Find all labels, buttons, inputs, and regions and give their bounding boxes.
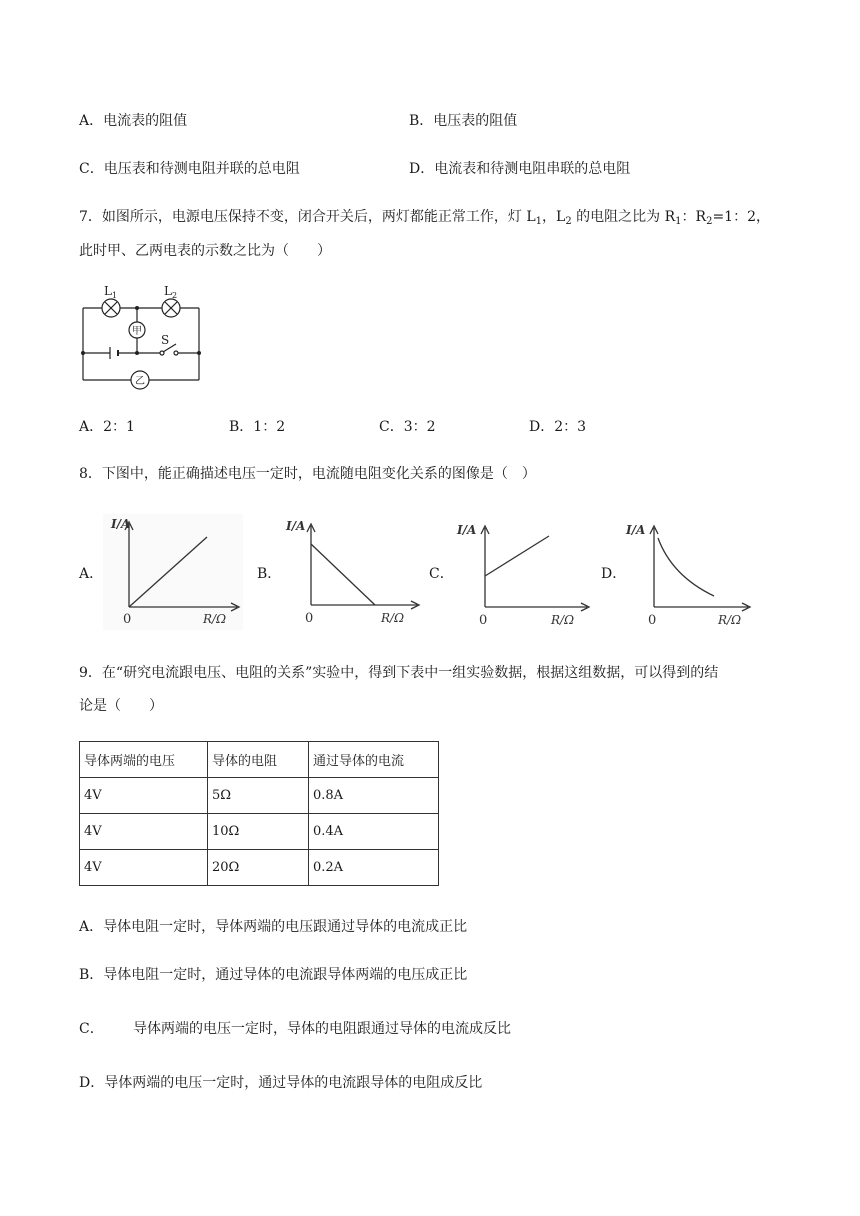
graph-a-origin: 0 xyxy=(123,612,132,627)
graph-c-origin: 0 xyxy=(479,613,488,628)
q8-option-c-label: C． xyxy=(429,566,454,582)
switch-label: S xyxy=(161,333,170,347)
graph-a-ylabel: I/A xyxy=(111,517,131,531)
q7-stem-line2: 此时甲、乙两电表的示数之比为（ ） xyxy=(79,243,331,259)
lamp-l1-label: $L_1$ xyxy=(104,284,118,300)
table-cell: 4V xyxy=(80,778,208,814)
table-header-cell: 导体的电阻 xyxy=(208,742,309,778)
q8-graph-a xyxy=(103,514,243,630)
table-cell: 0.4A xyxy=(309,814,439,850)
table-row xyxy=(80,778,439,814)
table-header-cell: 导体两端的电压 xyxy=(80,742,208,778)
q8-graph-d xyxy=(622,516,762,632)
graph-c-ylabel: I/A xyxy=(457,523,477,537)
q6-option-b: B．电压表的阻值 xyxy=(409,113,518,129)
q8-option-d-label: D． xyxy=(601,566,627,582)
table-cell: 0.8A xyxy=(309,778,439,814)
lamp-l1-icon xyxy=(102,299,120,317)
q9-option-c-text: 导体两端的电压一定时，导体的电阻跟通过导体的电流成反比 xyxy=(133,1021,511,1037)
junction-dot xyxy=(81,351,85,355)
table-cell: 4V xyxy=(80,814,208,850)
lamp-l2-label: $L_2$ xyxy=(164,284,178,300)
graph-d-xlabel: R/Ω xyxy=(718,613,742,627)
q9-option-b: B．导体电阻一定时，通过导体的电流跟导体两端的电压成正比 xyxy=(79,967,468,983)
q8-option-a-label: A． xyxy=(79,566,104,582)
junction-dot xyxy=(197,351,201,355)
q7-stem-line1: 7．如图所示，电源电压保持不变，闭合开关后，两灯都能正常工作，灯 $L_1$，$L_2$ 的电阻之比为 $R_1$：$R_2=1$：2， xyxy=(79,209,770,227)
table-header-row xyxy=(80,742,439,778)
junction-dot xyxy=(135,351,139,355)
q8-graph-c xyxy=(453,516,593,632)
table-cell: 5Ω xyxy=(208,778,309,814)
q7-option-d: D．2：3 xyxy=(529,419,587,435)
q6-option-c: C．电压表和待测电阻并联的总电阻 xyxy=(79,161,300,177)
graph-d-ylabel: I/A xyxy=(626,523,646,537)
table-cell: 10Ω xyxy=(208,814,309,850)
graph-d-origin: 0 xyxy=(648,613,657,628)
q7-option-a: A．2：1 xyxy=(79,419,135,435)
graph-b-xlabel: R/Ω xyxy=(381,611,405,625)
table-header-cell: 通过导体的电流 xyxy=(309,742,439,778)
q8-graph-b xyxy=(281,514,421,630)
q9-stem-line2: 论是（ ） xyxy=(79,698,163,714)
graph-d-curve xyxy=(658,538,714,596)
q7-option-b: B．1：2 xyxy=(229,419,286,435)
table-cell: 20Ω xyxy=(208,850,309,886)
q6-option-d: D．电流表和待测电阻串联的总电阻 xyxy=(409,161,631,177)
q9-option-c-letter: C． xyxy=(79,1021,104,1037)
meter-jia-label: 甲 xyxy=(132,326,142,337)
table-cell: 0.2A xyxy=(309,850,439,886)
table-row xyxy=(80,850,439,886)
q7-circuit-diagram xyxy=(77,280,205,396)
q9-option-a: A．导体电阻一定时，导体两端的电压跟通过导体的电流成正比 xyxy=(79,919,468,935)
table-cell: 4V xyxy=(80,850,208,886)
graph-a-xlabel: R/Ω xyxy=(203,612,227,626)
q9-data-table xyxy=(79,741,439,886)
q6-option-a: A．电流表的阻值 xyxy=(79,113,188,129)
table-row xyxy=(80,814,439,850)
graph-b-line xyxy=(311,544,375,605)
q9-option-d: D．导体两端的电压一定时，通过导体的电流跟导体的电阻成反比 xyxy=(79,1075,483,1091)
graph-b-ylabel: I/A xyxy=(286,519,306,533)
q9-stem-line1: 9．在“研究电流跟电压、电阻的关系”实验中，得到下表中一组实验数据，根据这组数据，可以得到的结 xyxy=(79,665,719,681)
q8-stem: 8．下图中，能正确描述电压一定时，电流随电阻变化关系的图像是（ ） xyxy=(79,466,536,482)
meter-yi-label: 乙 xyxy=(135,376,145,387)
graph-c-line xyxy=(485,536,549,576)
graph-c-xlabel: R/Ω xyxy=(551,613,575,627)
graph-b-origin: 0 xyxy=(305,611,314,626)
q8-option-b-label: B． xyxy=(257,566,282,582)
junction-dot xyxy=(135,306,139,310)
q7-option-c: C．3：2 xyxy=(379,419,436,435)
lamp-l2-icon xyxy=(162,299,180,317)
